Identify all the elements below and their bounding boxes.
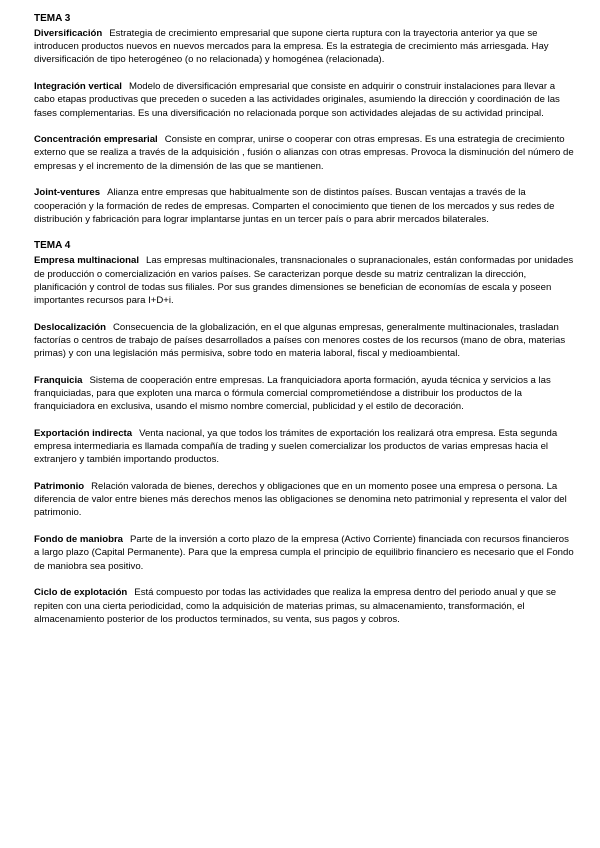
definition: Parte de la inversión a corto plazo de la empresa (Activo Corriente) financiada con recursos financieros a largo plazo (Capital Permanente). Para que la empresa cumpla el principio de equilibrio financiero es necesario que el Fondo de maniobra sea positivo. (34, 534, 574, 572)
section-title: TEMA 3 (34, 13, 71, 24)
definition: Relación valorada de bienes, derechos y obligaciones que en un momento posee una empresa o persona. La diferencia de valor entre bienes más derechos menos las obligaciones se denomina neto patrimonial y representa el valor del patrimonio. (34, 481, 567, 519)
definition: Consecuencia de la globalización, en el que algunas empresas, generalmente multinacionales, trasladan factorías o centros de trabajo de países desarrollados a países con menores costes de los recursos (mano de obra, materias primas) y con una legislación más permisiva, sobre todo en materia laboral, fiscal y medioambiental. (34, 321, 566, 360)
definition: Estrategia de crecimiento empresarial que supone cierta ruptura con la trayectoria anterior ya que se introducen productos nuevos en nuevos mercados para la empresa. Es la estrategia de crecimiento más arriesgada. Hay diversificación de tipo heterogéneo (o no relacionada) y homogénea (relacionada). (34, 28, 549, 66)
term: Exportación indirecta (34, 427, 133, 439)
term: Integración vertical (34, 81, 122, 93)
section-title: TEMA 4 (34, 240, 71, 252)
entry-ciclo-de-explotacion (34, 586, 574, 626)
entry-franquicia (34, 374, 574, 414)
term: Ciclo de explotación (34, 587, 128, 599)
section-tema-4 (34, 239, 574, 625)
entry-empresa-multinacional (34, 254, 574, 307)
term: Patrimonio (34, 481, 85, 493)
term: Concentración empresarial (34, 134, 158, 146)
entry-concentracion-empresarial (34, 133, 574, 173)
definition: Las empresas multinacionales, transnacionales o supranacionales, están conformadas por unidades de producción o comercialización en varios países. Se caracterizan porque desde su matriz centralizan la dirección, planificación y control de todas sus filiales. Por sus grandes dimensiones se benefician de economías de escala y poseen importantes recursos para I+D+i. (34, 255, 574, 307)
entry-diversificacion (34, 27, 574, 67)
entry-integracion-vertical (34, 80, 574, 120)
section-tema-3 (34, 12, 574, 226)
entry-joint-ventures (34, 186, 574, 226)
entry-deslocalizacion (34, 321, 574, 361)
definition: Venta nacional, ya que todos los trámites de exportación los realizará otra empresa. Esta segunda empresa intermediaria es llamada compañía de trading y suelen comercializar los productos de varias empresas hacia el extranjero y también importando productos. (34, 427, 558, 466)
term: Deslocalización (34, 321, 106, 333)
document-page (34, 12, 574, 639)
term: Empresa multinacional (34, 255, 140, 267)
entry-fondo-de-maniobra (34, 533, 574, 573)
entry-patrimonio (34, 480, 574, 520)
definition: Está compuesto por todas las actividades que realiza la empresa dentro del periodo anual y que se repiten con una cierta periodicidad, como la adquisición de materias primas, su almacenamiento, transformación, el almacenamiento posterior de los productos terminados, su venta, sus pagos y cobros. (34, 587, 557, 625)
term: Joint-ventures (34, 187, 101, 199)
definition: Sistema de cooperación entre empresas. La franquiciadora aporta formación, ayuda técnica y servicios a las franquiciadas, para que exploten una marca o fórmula comercial comprometiéndose a distribuir los productos de la franquiciadora en exclusiva, usando el mismo nombre comercial, publicidad y el estilo de decoración. (34, 374, 551, 413)
definition: Modelo de diversificación empresarial que consiste en adquirir o construir instalaciones para llevar a cabo etapas productivas que preceden o suceden a las actividades originales, asumiendo la dirección y coordinación de las fases complementarias. Es una diversificación no relacionada porque son actividades alejadas de su actividad principal. (34, 81, 560, 119)
term: Franquicia (34, 374, 83, 386)
entry-exportacion-indirecta (34, 427, 574, 467)
term: Fondo de maniobra (34, 534, 124, 546)
definition: Alianza entre empresas que habitualmente son de distintos países. Buscan ventajas a través de la cooperación y la formación de redes de empresas. Comparten el conocimiento que tienen de los mercados y sus redes de distribución y fabricación para lograr implantarse juntas en un tercer país o para abrir mercados bilaterales. (34, 187, 555, 225)
term: Diversificación (34, 28, 103, 39)
definition: Consiste en comprar, unirse o cooperar con otras empresas. Es una estrategia de crecimiento externo que se realiza a través de la adquisición , fusión o alianzas con otras empresas. Provoca la disminución del número de empresas y el incremento de la dimensión de las que se mantienen. (34, 134, 574, 172)
